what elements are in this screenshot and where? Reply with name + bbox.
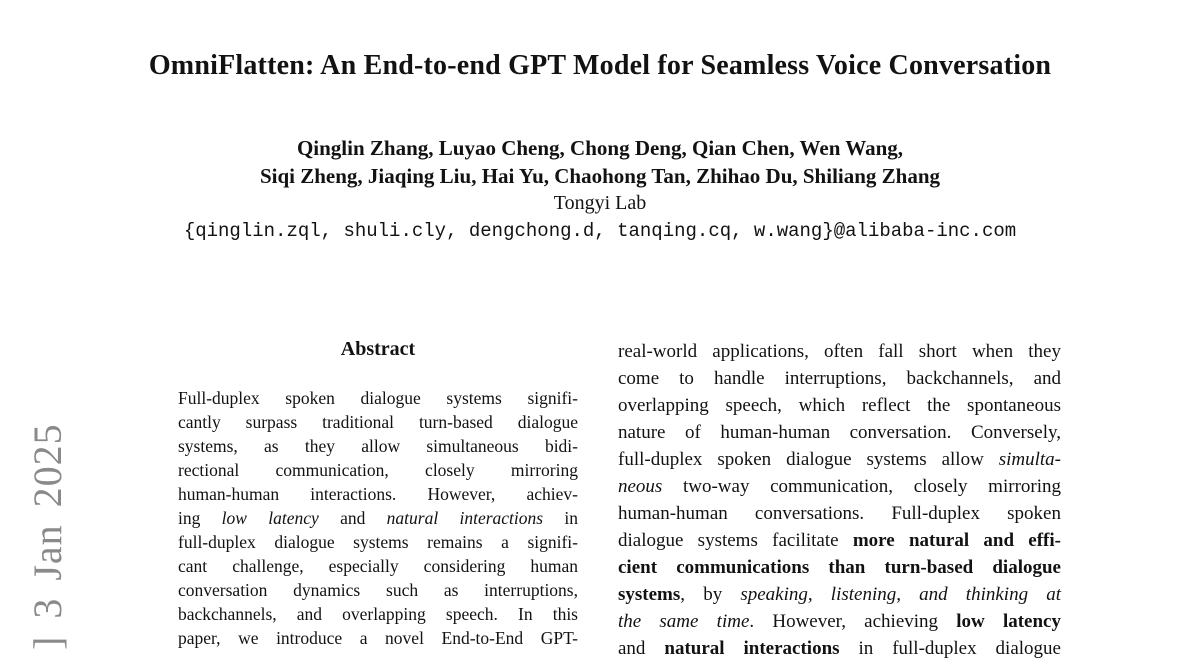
body-line: the same time. However, achieving low latency xyxy=(618,611,1061,632)
body-line: systems, by speaking, listening, and thinking at xyxy=(618,584,1061,605)
body-line: neous two-way communication, closely mirroring xyxy=(618,476,1061,497)
author-emails: {qinglin.zql, shuli.cly, dengchong.d, tanqing.cq, w.wang}@alibaba-inc.com xyxy=(183,220,1017,242)
abstract-line: rectional communication, closely mirroring xyxy=(178,460,578,480)
body-line: dialogue systems facilitate more natural and effi- xyxy=(618,530,1061,551)
abstract-line: paper, we introduce a novel End-to-End GPT- xyxy=(178,628,578,648)
abstract-line: cant challenge, especially considering human xyxy=(178,556,578,576)
body-line: human-human conversations. Full-duplex spoken xyxy=(618,503,1061,524)
body-line: full-duplex spoken dialogue systems allow simulta- xyxy=(618,449,1061,470)
body-line: nature of human-human conversation. Conversely, xyxy=(618,422,1061,443)
abstract-text xyxy=(178,386,578,650)
author-line-2: Siqi Zheng, Jiaqing Liu, Hai Yu, Chaohong Tan, Zhihao Du, Shiliang Zhang xyxy=(259,164,941,188)
abstract-heading: Abstract xyxy=(340,338,416,360)
body-line: overlapping speech, which reflect the spontaneous xyxy=(618,395,1061,416)
abstract-line: backchannels, and overlapping speech. In this xyxy=(178,604,578,624)
author-line-1: Qinglin Zhang, Luyao Cheng, Chong Deng, Qian Chen, Wen Wang, xyxy=(296,136,904,160)
body-line: real-world applications, often fall short when they xyxy=(618,341,1061,362)
abstract-line: systems, as they allow simultaneous bidi- xyxy=(178,436,578,456)
body-line: come to handle interruptions, backchannels, and xyxy=(618,368,1061,389)
introduction-text xyxy=(618,338,1061,662)
abstract-line: conversation dynamics such as interruptions, xyxy=(178,580,578,600)
abstract-line: human-human interactions. However, achiev- xyxy=(178,484,578,504)
body-line: and natural interactions in full-duplex dialogue xyxy=(618,638,1061,659)
arxiv-watermark: ] 3 Jan 2025 xyxy=(25,423,70,650)
body-line: cient communications than turn-based dialogue xyxy=(618,557,1061,578)
abstract-line: cantly surpass traditional turn-based dialogue xyxy=(178,412,578,432)
abstract-line: ing low latency and natural interactions in xyxy=(178,508,578,528)
affiliation: Tongyi Lab xyxy=(553,192,647,214)
abstract-line: full-duplex dialogue systems remains a signifi- xyxy=(178,532,578,552)
abstract-line: Full-duplex spoken dialogue systems signifi- xyxy=(178,388,578,408)
page-title: OmniFlatten: An End-to-end GPT Model for Seamless Voice Conversation xyxy=(148,50,1052,81)
